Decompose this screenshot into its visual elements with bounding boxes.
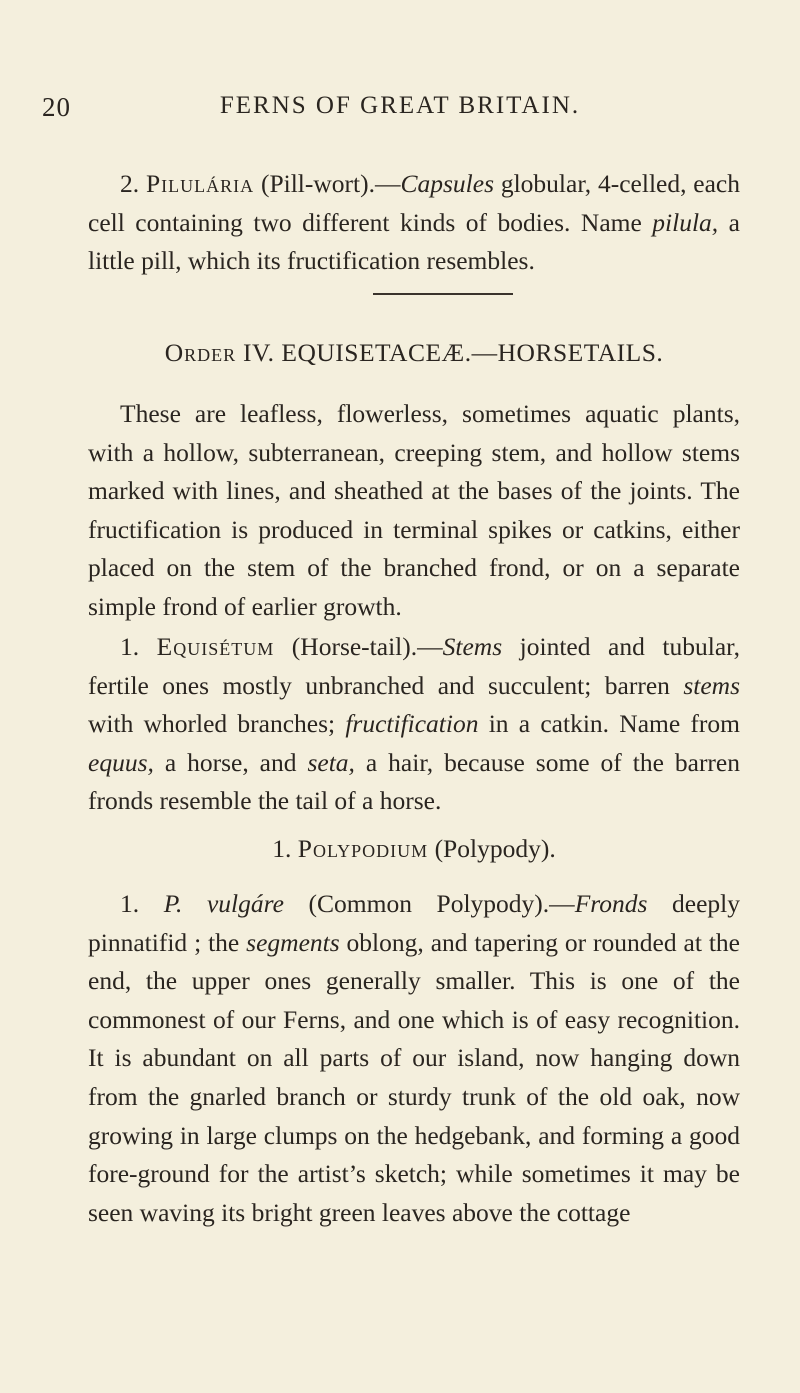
term: fructification: [345, 709, 479, 739]
term: Fronds: [574, 889, 648, 918]
description-text: in a catkin. Name from: [478, 709, 740, 739]
order-label: Order: [164, 338, 237, 367]
term: Capsules: [400, 169, 494, 198]
description-text: deeply pinnatifid ; the: [88, 889, 740, 957]
running-title: FERNS OF GREAT BRITAIN.: [219, 92, 581, 119]
description-text: jointed and tubular, fertile ones mostly unbranched and succulent; barren: [88, 632, 740, 700]
equisetum-entry: [88, 628, 740, 821]
term: equus,: [88, 747, 154, 777]
genus-name: Pilulária: [145, 169, 255, 198]
term: Stems: [442, 632, 503, 661]
order-description: These are leafless, flowerless, sometimes aquatic plants, with a hollow, subterranean, creeping stem, and hollow stems marked with lines, and sheathed at the bases of the joints. The fructification is produced in terminal spikes or catkins, either placed on the stem of the branched frond, or on a separate simple frond of earlier growth.: [88, 399, 740, 621]
common-name: (Common Polypody).—: [283, 889, 575, 918]
description-text: a horse, and: [153, 747, 308, 777]
entry-number: 1.: [120, 632, 140, 661]
page-header: [0, 92, 800, 132]
section-divider: [373, 293, 513, 295]
term: segments: [246, 927, 340, 957]
genus-name: Polypodium: [297, 834, 429, 863]
term: stems: [683, 670, 740, 700]
description-text: a little pill, which its fructification resembles.: [88, 207, 740, 276]
description-text: globular, 4-celled, each cell containing two different kinds of bodies. Name: [88, 169, 741, 237]
common-name: (Polypody).: [428, 834, 556, 863]
common-name: (Horse-tail).—: [274, 632, 443, 661]
pilularia-entry: [88, 165, 740, 281]
entry-number: 1.: [120, 889, 164, 918]
order-heading: [88, 334, 740, 372]
entry-number: 1.: [272, 834, 292, 863]
genus-heading: [88, 830, 740, 868]
term: pilula,: [652, 207, 719, 237]
description-text: oblong, and tapering or rounded at the end, the upper ones generally smaller. This is one of the commonest of our Ferns, and one which is of easy recognition. It is abundant on all parts of our island, now hanging down from the gnarled branch or sturdy trunk of the old oak, now growing in large clumps on the hedgebank, and forming a good fore-ground for the artist’s sketch; while sometimes it may be seen waving its bright green leaves above the cottage: [88, 927, 741, 1227]
entry-number: 2.: [120, 169, 140, 198]
species-name: P. vulgáre: [163, 889, 284, 918]
page-number: 20: [42, 92, 71, 122]
order-title: IV. EQUISETACEÆ.—HORSETAILS.: [236, 338, 664, 367]
common-name: (Pill-wort).—: [260, 169, 401, 198]
genus-name: Equisétum: [156, 632, 275, 661]
term: seta,: [307, 747, 355, 777]
description-text: a hair, because some of the barren fronds resemble the tail of a horse.: [88, 747, 740, 816]
description-text: with whorled branches;: [88, 709, 346, 739]
vulgare-entry: [88, 885, 740, 1232]
